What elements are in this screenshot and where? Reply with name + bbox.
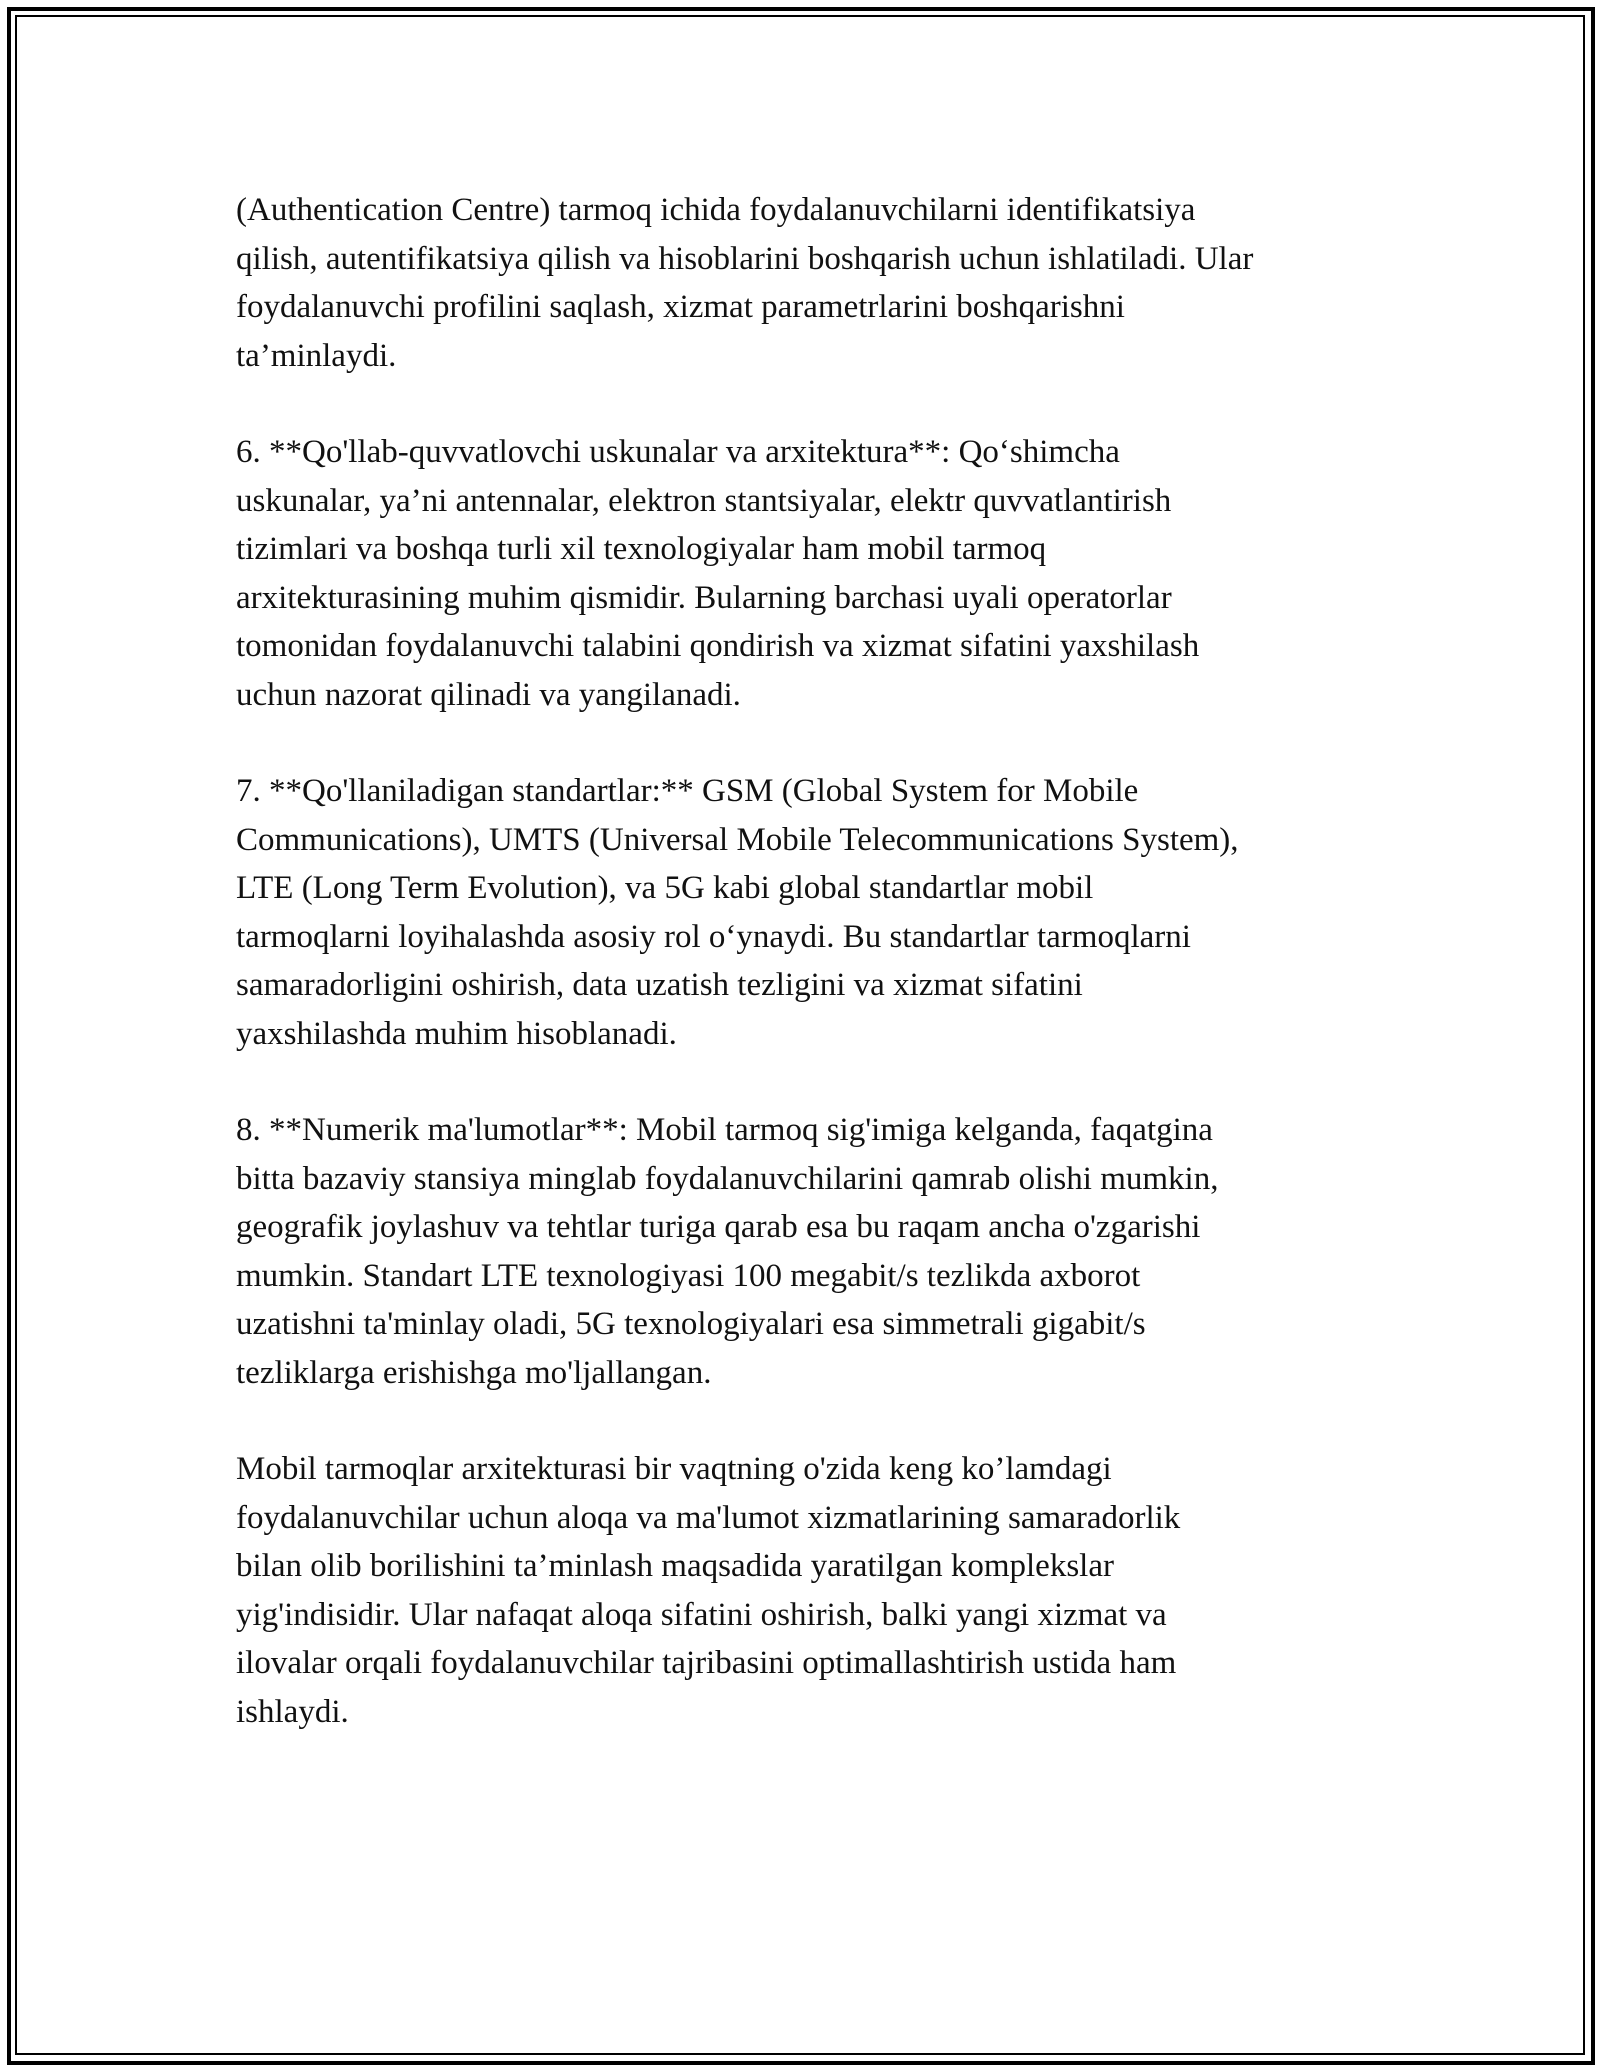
document-body xyxy=(236,186,1386,1784)
paragraph-standards: 7. **Qo'llaniladigan standartlar:** GSM (Global System for Mobile Communications), UMTS (Universal Mobile Telecommunications System), LTE (Long Term Evolution), va 5G kabi global standartlar mobil tarmoqlarni loyihalashda asosiy rol o‘ynaydi. Bu standartlar tarmoqlarni samaradorligini oshirish, data uzatish tezligini va xizmat sifatini yaxshilashda muhim hisoblanadi. xyxy=(236,773,1239,1052)
paragraph-authentication-centre: (Authentication Centre) tarmoq ichida foydalanuvchilarni identifikatsiya qilish, autentifikatsiya qilish va hisoblarini boshqarish uchun ishlatiladi. Ular foydalanuvchi profilini saqlash, xizmat parametrlarini boshqarishni ta’minlaydi. xyxy=(236,192,1254,374)
paragraph-numeric-data: 8. **Numerik ma'lumotlar**: Mobil tarmoq sig'imiga kelganda, faqatgina bitta bazaviy stansiya minglab foydalanuvchilarini qamrab olishi mumkin, geografik joylashuv va tehtlar turiga qarab esa bu raqam ancha o'zgarishi mumkin. Standart LTE texnologiyasi 100 megabit/s tezlikda axborot uzatishni ta'minlay oladi, 5G texnologiyalari esa simmetrali gigabit/s tezliklarga erishishga mo'ljallangan. xyxy=(236,1112,1219,1391)
paragraph-supporting-equipment: 6. **Qo'llab-quvvatlovchi uskunalar va arxitektura**: Qo‘shimcha uskunalar, ya’ni antennalar, elektron stantsiyalar, elektr quvvatlantirish tizimlari va boshqa turli xil texnologiyalar ham mobil tarmoq arxitekturasining muhim qismidir. Bularning barchasi uyali operatorlar tomonidan foydalanuvchi talabini qondirish va xizmat sifatini yaxshilash uchun nazorat qilinadi va yangilanadi. xyxy=(236,434,1200,713)
paragraph-conclusion: Mobil tarmoqlar arxitekturasi bir vaqtning o'zida keng ko’lamdagi foydalanuvchilar uchun aloqa va ma'lumot xizmatlarining samaradorlik bilan olib borilishini ta’minlash maqsadida yaratilgan komplekslar yig'indisidir. Ular nafaqat aloqa sifatini oshirish, balki yangi xizmat va ilovalar orqali foydalanuvchilar tajribasini optimallashtirish ustida ham ishlaydi. xyxy=(236,1451,1181,1730)
